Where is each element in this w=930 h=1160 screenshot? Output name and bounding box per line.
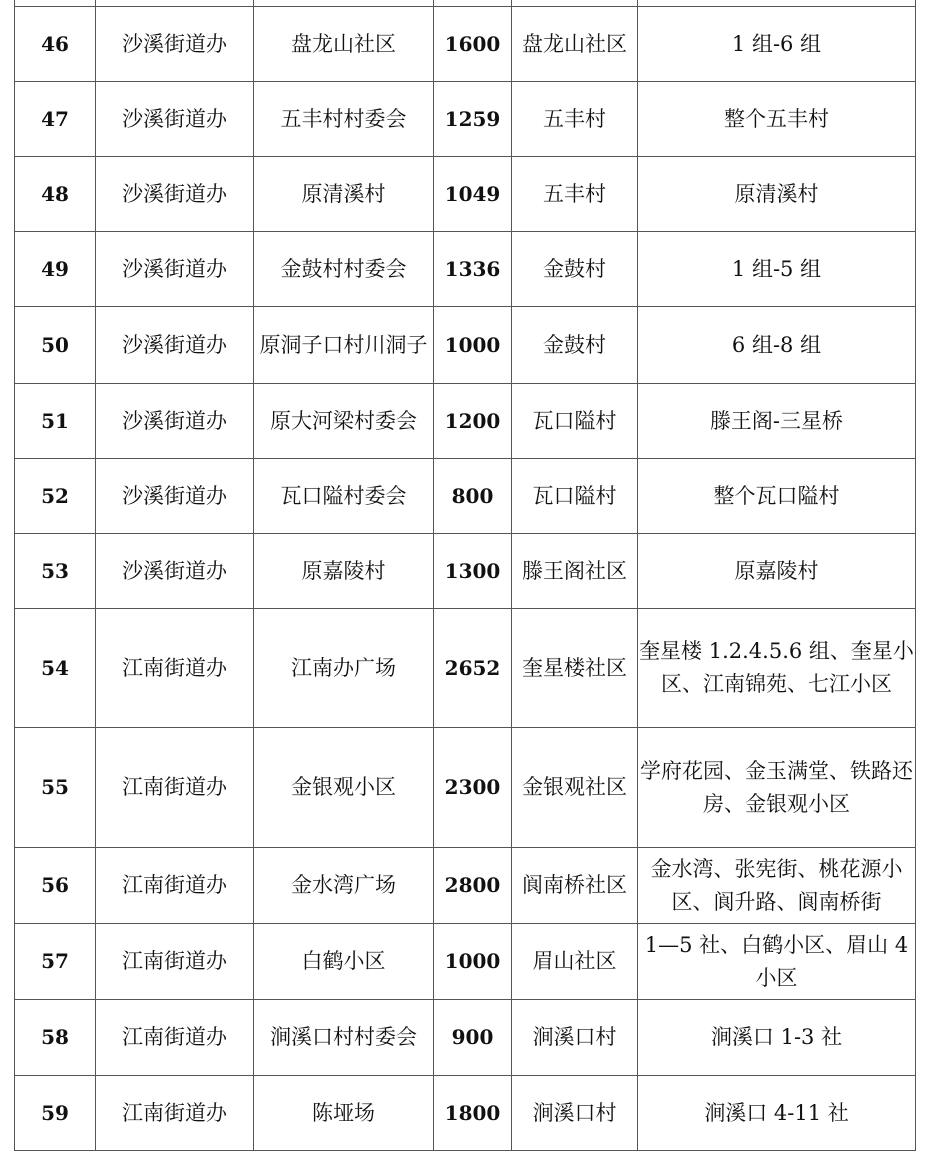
table-row [15, 848, 916, 924]
cell-coverage-area: 滕王阁-三星桥 [638, 384, 916, 459]
cell-community: 金鼓村 [512, 232, 638, 307]
cell-street-office: 沙溪街道办 [96, 307, 254, 384]
cell-site: 原大河梁村委会 [254, 384, 434, 459]
table-row [15, 459, 916, 534]
cell-street-office: 江南街道办 [96, 609, 254, 728]
cell-community: 涧溪口村 [512, 1076, 638, 1151]
cell-street-office: 江南街道办 [96, 924, 254, 1000]
cell-number: 55 [15, 728, 96, 848]
cell-coverage-area: 1 组-5 组 [638, 232, 916, 307]
cell-population: 1336 [434, 232, 512, 307]
cell-site: 陈垭场 [254, 1076, 434, 1151]
cell-community: 涧溪口村 [512, 1000, 638, 1076]
table-row [15, 1000, 916, 1076]
table-row [15, 307, 916, 384]
cell-population: 1600 [434, 7, 512, 82]
cell-population: 2652 [434, 609, 512, 728]
cell-coverage-area: 金水湾、张宪街、桃花源小区、阆升路、阆南桥街 [638, 848, 916, 924]
cell-community: 五丰村 [512, 157, 638, 232]
cell-population: 1049 [434, 157, 512, 232]
cell-population: 2800 [434, 848, 512, 924]
cell-coverage-area: 涧溪口 1-3 社 [638, 1000, 916, 1076]
cell-number: 53 [15, 534, 96, 609]
table-row [15, 384, 916, 459]
cell-site: 盘龙山社区 [254, 7, 434, 82]
cell-number: 50 [15, 307, 96, 384]
cell-coverage-area: 涧溪口 4-11 社 [638, 1076, 916, 1151]
cell-community: 奎星楼社区 [512, 609, 638, 728]
cell-coverage-area: 学府花园、金玉满堂、铁路还房、金银观小区 [638, 728, 916, 848]
cell-site: 原嘉陵村 [254, 534, 434, 609]
table-row [15, 728, 916, 848]
cell-site: 原洞子口村川洞子 [254, 307, 434, 384]
cell-number: 51 [15, 384, 96, 459]
cell-population: 1000 [434, 307, 512, 384]
cell-street-office: 沙溪街道办 [96, 82, 254, 157]
cell-street-office: 江南街道办 [96, 1000, 254, 1076]
cell-site: 五丰村村委会 [254, 82, 434, 157]
cell-site: 金水湾广场 [254, 848, 434, 924]
cell-coverage-area: 原清溪村 [638, 157, 916, 232]
cell-site: 瓦口隘村委会 [254, 459, 434, 534]
cell-street-office: 沙溪街道办 [96, 534, 254, 609]
cell-coverage-area: 6 组-8 组 [638, 307, 916, 384]
cell-population: 1300 [434, 534, 512, 609]
site-table [14, 0, 916, 1151]
cell-site: 金银观小区 [254, 728, 434, 848]
table-body [15, 0, 916, 1151]
cell-coverage-area: 整个瓦口隘村 [638, 459, 916, 534]
cell-community: 瓦口隘村 [512, 384, 638, 459]
cell-coverage-area: 1—5 社、白鹤小区、眉山 4 小区 [638, 924, 916, 1000]
table-row [15, 924, 916, 1000]
table-row [15, 609, 916, 728]
cell-number: 47 [15, 82, 96, 157]
cell-street-office: 沙溪街道办 [96, 459, 254, 534]
table-row [15, 82, 916, 157]
cell-number: 52 [15, 459, 96, 534]
cell-coverage-area: 1 组-6 组 [638, 7, 916, 82]
cell-population: 900 [434, 1000, 512, 1076]
cell-site: 白鹤小区 [254, 924, 434, 1000]
cell-community: 金银观社区 [512, 728, 638, 848]
cell-population: 1200 [434, 384, 512, 459]
cell-population: 2300 [434, 728, 512, 848]
table-row [15, 7, 916, 82]
cell-street-office: 沙溪街道办 [96, 384, 254, 459]
cell-coverage-area: 原嘉陵村 [638, 534, 916, 609]
cell-site: 涧溪口村村委会 [254, 1000, 434, 1076]
cell-site: 江南办广场 [254, 609, 434, 728]
table-row [15, 157, 916, 232]
cell-number: 48 [15, 157, 96, 232]
cell-site: 原清溪村 [254, 157, 434, 232]
cell-community: 瓦口隘村 [512, 459, 638, 534]
table-row [15, 232, 916, 307]
cell-population: 1259 [434, 82, 512, 157]
cell-street-office: 江南街道办 [96, 1076, 254, 1151]
cell-site: 金鼓村村委会 [254, 232, 434, 307]
cell-number: 57 [15, 924, 96, 1000]
cell-coverage-area: 整个五丰村 [638, 82, 916, 157]
cell-street-office: 沙溪街道办 [96, 157, 254, 232]
cell-street-office: 沙溪街道办 [96, 7, 254, 82]
cell-community: 盘龙山社区 [512, 7, 638, 82]
cell-community: 眉山社区 [512, 924, 638, 1000]
cell-community: 阆南桥社区 [512, 848, 638, 924]
cell-number: 56 [15, 848, 96, 924]
cell-population: 800 [434, 459, 512, 534]
cell-number: 58 [15, 1000, 96, 1076]
cell-number: 59 [15, 1076, 96, 1151]
cell-number: 49 [15, 232, 96, 307]
cell-street-office: 江南街道办 [96, 848, 254, 924]
cell-coverage-area: 奎星楼 1.2.4.5.6 组、奎星小区、江南锦苑、七江小区 [638, 609, 916, 728]
table-row [15, 1076, 916, 1151]
cell-street-office: 江南街道办 [96, 728, 254, 848]
cell-street-office: 沙溪街道办 [96, 232, 254, 307]
cell-community: 五丰村 [512, 82, 638, 157]
cell-number: 54 [15, 609, 96, 728]
table-row [15, 534, 916, 609]
cell-population: 1000 [434, 924, 512, 1000]
cell-population: 1800 [434, 1076, 512, 1151]
cell-community: 滕王阁社区 [512, 534, 638, 609]
cell-community: 金鼓村 [512, 307, 638, 384]
cell-number: 46 [15, 7, 96, 82]
